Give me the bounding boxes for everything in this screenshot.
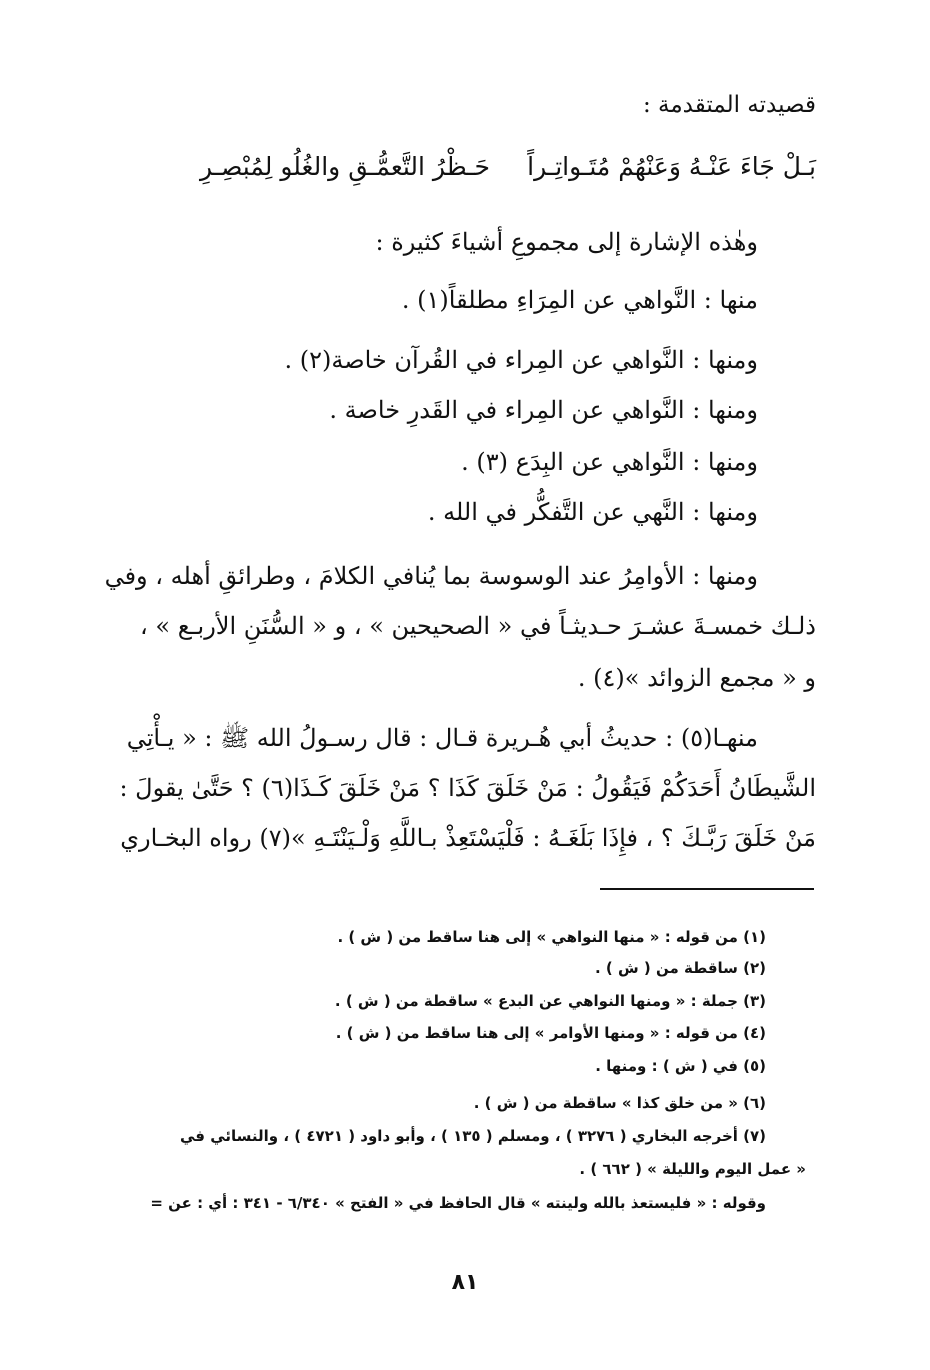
footnote: (٤) من قوله : « ومنها الأوامر » إلى هنا ساقط من ( ش ) .	[335, 1024, 766, 1042]
footnote-extra: وقوله : « فليستعذ بالله ولينته » قال الحافظ في « الفتح » ٦/٣٤٠ - ٣٤١ : أي : عن =	[150, 1194, 766, 1212]
poem-verse	[200, 152, 816, 181]
intro-paragraph: وهٰذه الإشارة إلى مجموعِ أشياءَ كثيرة :	[375, 228, 758, 256]
footnote: (٧) أخرجه البخاري ( ٣٢٧٦ ) ، ومسلم ( ١٣٥ ) ، وأبو داود ( ٤٧٢١ ) ، والنسائي في	[179, 1127, 766, 1145]
list-item: منها : النَّواهي عن المِرَاءِ مطلقاً(١) .	[401, 286, 758, 314]
paragraph-commands-line1: ومنها : الأوامِرُ عند الوسوسة بما يُنافي الكلامَ ، وطرائقِ أهله ، وفي	[104, 562, 758, 590]
verse-second-hemistich: حَـظْرُ التَّعمُّـقِ والغُلُو لِمُبْصِـرِ	[200, 152, 491, 181]
hadith-line1: منهـا(٥) : حديثُ أبي هُـريرة قـال : قال رسـولُ الله ﷺ : « يـأْتِي	[126, 724, 758, 752]
footnote-continuation: « عمل اليوم والليلة » ( ٦٦٢ ) .	[579, 1160, 806, 1178]
verse-first-hemistich: بَـلْ جَاءَ عَنْـهُ وَعَنْهُمْ مُتَـواتِـراً	[527, 152, 816, 181]
footnote: (٦) « من خلق كذا » ساقطة من ( ش ) .	[473, 1094, 766, 1112]
paragraph-commands-line3: و « مجمع الزوائد »(٤) .	[577, 664, 816, 692]
paragraph-commands-line2: ذلـك خمسـةَ عشـرَ حـديثـاً في « الصحيحين » ، و « السُّنَنِ الأربـع » ،	[140, 612, 816, 640]
footnote: (١) من قوله : « منها النواهي » إلى هنا ساقط من ( ش ) .	[337, 928, 766, 946]
section-heading: قصيدته المتقدمة :	[642, 92, 816, 118]
list-item: ومنها : النَّواهي عن البِدَع (٣) .	[461, 448, 758, 476]
hadith-line3: مَنْ خَلَقَ رَبَّـكَ ؟ ، فإِذَا بَلَغَـهُ : فَلْيَسْتَعِذْ بـاللَّهِ وَلْـيَنْتَـهِ »(٧) رواه البخـاري	[120, 824, 816, 852]
list-item: ومنها : النَّواهي عن المِراء في القَدرِ خاصة .	[329, 396, 758, 424]
hadith-line2: الشَّيطَانُ أَحَدَكُمْ فَيَقُولُ : مَنْ خَلَقَ كَذَا ؟ مَنْ خَلَقَ كَـذَا(٦) ؟ حَتَّىٰ يقولَ :	[119, 774, 816, 802]
footnote: (٢) ساقطة من ( ش ) .	[594, 959, 766, 977]
footnote-divider	[600, 888, 814, 890]
list-item: ومنها : النَّهي عن التَّفكُّر في الله .	[427, 498, 758, 526]
list-item: ومنها : النَّواهي عن المِراء في القُرآن خاصة(٢) .	[284, 346, 758, 374]
footnote: (٣) جملة : « ومنها النواهي عن البدع » ساقطة من ( ش ) .	[334, 992, 766, 1010]
page-number: ٨١	[451, 1270, 479, 1295]
footnote: (٥) في ( ش ) : ومنها .	[595, 1057, 766, 1075]
